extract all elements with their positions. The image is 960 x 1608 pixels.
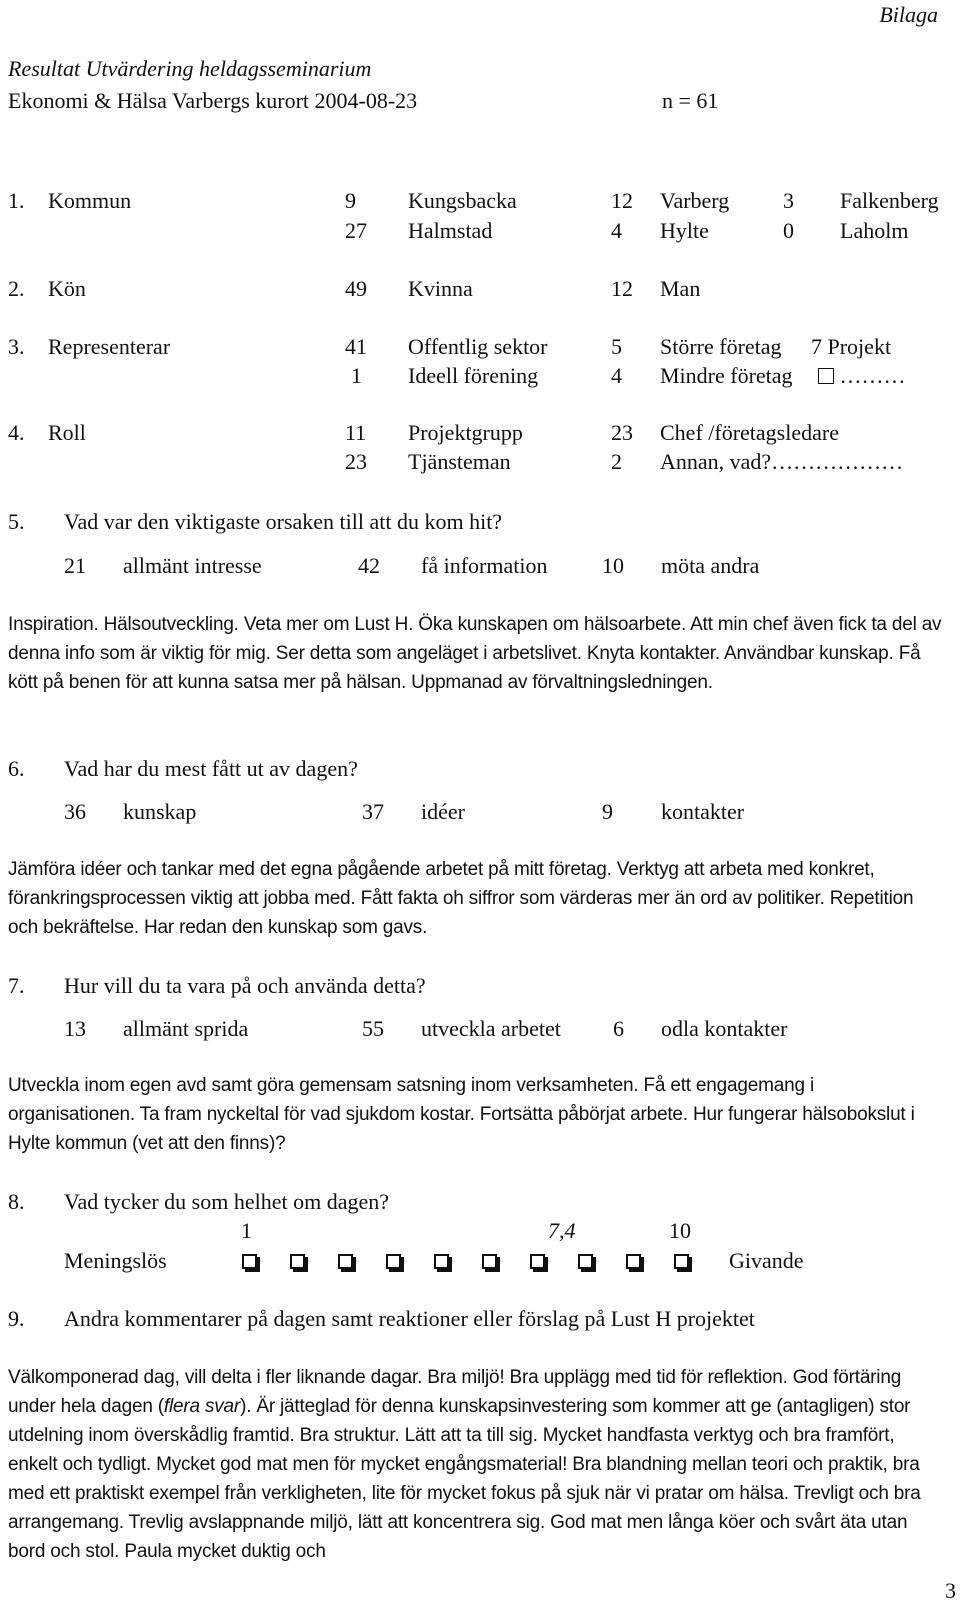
q-label: Vad har du mest fått ut av dagen?	[64, 756, 358, 781]
q-label: Representerar	[48, 334, 171, 359]
q-label: Kön	[48, 276, 86, 301]
option: kontakter	[661, 799, 745, 824]
q-label: Hur vill du ta vara på och använda detta?	[64, 973, 426, 998]
count: 27	[345, 218, 367, 243]
square-checkbox-icon	[818, 368, 834, 384]
option: Halmstad	[408, 218, 493, 243]
option: möta andra	[661, 553, 760, 578]
checkbox-9-icon	[626, 1254, 641, 1269]
count: 13	[64, 1016, 86, 1041]
title-line-2: Ekonomi & Hälsa Varbergs kurort 2004-08-23	[8, 88, 418, 113]
count: 3	[783, 188, 794, 213]
option: 7 Projekt	[811, 334, 892, 359]
count: 4	[611, 363, 622, 388]
comments	[8, 1363, 943, 1566]
scale-min: 1	[241, 1218, 252, 1243]
scale-low-label: Meningslös	[64, 1248, 167, 1273]
option: Chef /företagsledare	[660, 420, 839, 445]
option: Varberg	[660, 188, 730, 213]
q-label: Andra kommentarer på dagen samt reaktioner eller förslag på Lust H projektet	[64, 1306, 755, 1331]
count: 1	[351, 363, 362, 388]
average-score: 7,4	[548, 1218, 576, 1243]
checkbox-2-icon	[290, 1254, 305, 1269]
other-checkbox-field	[818, 363, 906, 389]
title-line-1: Resultat Utvärdering heldagsseminarium	[8, 56, 372, 81]
comments: Inspiration. Hälsoutveckling. Veta mer om Lust H. Öka kunskapen om hälsoarbete. Att min chef även fick ta del av denna info som är viktig för mig. Ser detta som angeläget i arbetslivet. Knyta kontakter. Användbar kunskap. Få kött på benen för att kunna satsa mer på hälsan. Uppmanad av förvaltningsledningen.	[8, 614, 942, 693]
q-number: 3.	[8, 334, 25, 359]
respondent-count: n = 61	[662, 88, 719, 113]
option: Större företag	[660, 334, 782, 359]
q-label: Vad tycker du som helhet om dagen?	[64, 1189, 390, 1214]
option: Kungsbacka	[408, 188, 517, 213]
checkbox-10-icon	[674, 1254, 689, 1269]
count: 12	[611, 188, 633, 213]
count: 9	[602, 799, 613, 824]
count: 0	[783, 218, 794, 243]
option: allmänt intresse	[123, 553, 262, 578]
checkbox-4-icon	[386, 1254, 401, 1269]
count: 41	[345, 334, 367, 359]
count: 37	[362, 799, 384, 824]
option: Man	[660, 276, 701, 301]
checkbox-3-icon	[338, 1254, 353, 1269]
scale-high-label: Givande	[729, 1248, 804, 1273]
q-label: Kommun	[48, 188, 132, 213]
rating-scale	[242, 1254, 722, 1269]
q-number: 9.	[8, 1306, 25, 1331]
q-number: 5.	[8, 509, 25, 534]
option: Falkenberg	[840, 188, 939, 213]
count: 21	[64, 553, 86, 578]
q-number: 6.	[8, 756, 25, 781]
option: kunskap	[123, 799, 197, 824]
count: 23	[611, 420, 633, 445]
count: 49	[345, 276, 367, 301]
comment-emphasis: flera svar	[163, 1396, 241, 1417]
option: Annan, vad?………………	[660, 449, 904, 474]
option: odla kontakter	[661, 1016, 788, 1041]
count: 4	[611, 218, 622, 243]
comments: Jämföra idéer och tankar med det egna pågående arbetet på mitt företag. Verktyg att arbeta med konkret, förankringsprocessen viktig att jobba med. Fått fakta oh siffror som värderas mer än ord av politiker. Repetition och bekräftelse. Har redan den kunskap som gavs.	[8, 859, 914, 938]
q-number: 1.	[8, 188, 25, 213]
option: Mindre företag	[660, 363, 793, 388]
count: 11	[345, 420, 367, 445]
count: 42	[358, 553, 380, 578]
blank-line: ………	[839, 363, 906, 388]
option: Projektgrupp	[408, 420, 523, 445]
option: Tjänsteman	[408, 449, 511, 474]
count: 2	[611, 449, 622, 474]
option: allmänt sprida	[123, 1016, 249, 1041]
count: 36	[64, 799, 86, 824]
count: 55	[362, 1016, 384, 1041]
page-number: 3	[945, 1578, 956, 1603]
checkbox-8-icon	[578, 1254, 593, 1269]
count: 6	[613, 1016, 624, 1041]
q-number: 4.	[8, 420, 25, 445]
checkbox-7-icon	[530, 1254, 545, 1269]
option: få information	[421, 553, 548, 578]
count: 23	[345, 449, 367, 474]
count: 12	[611, 276, 633, 301]
q-number: 8.	[8, 1189, 25, 1214]
appendix-tag: Bilaga	[879, 2, 938, 27]
option: utveckla arbetet	[421, 1016, 561, 1041]
q-number: 7.	[8, 973, 25, 998]
count: 9	[345, 188, 356, 213]
option: Hylte	[660, 218, 709, 243]
comments: Utveckla inom egen avd samt göra gemensam satsning inom verksamheten. Få ett engagemang i organisationen. Ta fram nyckeltal för vad sjukdom kostar. Fortsätta påbörjat arbete. Hur fungerar hälsobokslut i Hylte kommun (vet att den finns)?	[8, 1075, 915, 1154]
q-label: Roll	[48, 420, 86, 445]
option: Offentlig sektor	[408, 334, 548, 359]
option: idéer	[421, 799, 465, 824]
count: 5	[611, 334, 622, 359]
q-label: Vad var den viktigaste orsaken till att du kom hit?	[64, 509, 503, 534]
checkbox-6-icon	[482, 1254, 497, 1269]
checkbox-1-icon	[242, 1254, 257, 1269]
scale-max: 10	[669, 1218, 691, 1243]
option: Kvinna	[408, 276, 473, 301]
option: Ideell förening	[408, 363, 539, 388]
comment-text-b: ). Är jätteglad för denna kunskapsinvestering som kommer att ge (antagligen) stor utdelning inom överskådlig framtid. Bra struktur. Lätt att ta till sig. Mycket handfasta verktyg och bra framfört, enkelt och tydligt. Mycket god mat men för mycket engångsmaterial! Bra blandning mellan teori och praktik, bra med ett praktiskt exempel från verkligheten, lite för mycket fokus på sjuk när vi pratar om hälsa. Trevligt och bra arrangemang. Trevlig avslappnande miljö, lätt att koncentrera sig. God mat men långa köer och svårt äta utan bord och stol. Paula mycket duktig och	[8, 1396, 921, 1562]
count: 10	[602, 553, 624, 578]
q-number: 2.	[8, 276, 25, 301]
comment-text-a: Välkomponerad dag, vill delta i fler liknande dagar. Bra miljö! Bra upplägg med tid för reflektion. God förtäring under hela dagen (	[8, 1367, 902, 1417]
checkbox-5-icon	[434, 1254, 449, 1269]
option: Laholm	[840, 218, 909, 243]
